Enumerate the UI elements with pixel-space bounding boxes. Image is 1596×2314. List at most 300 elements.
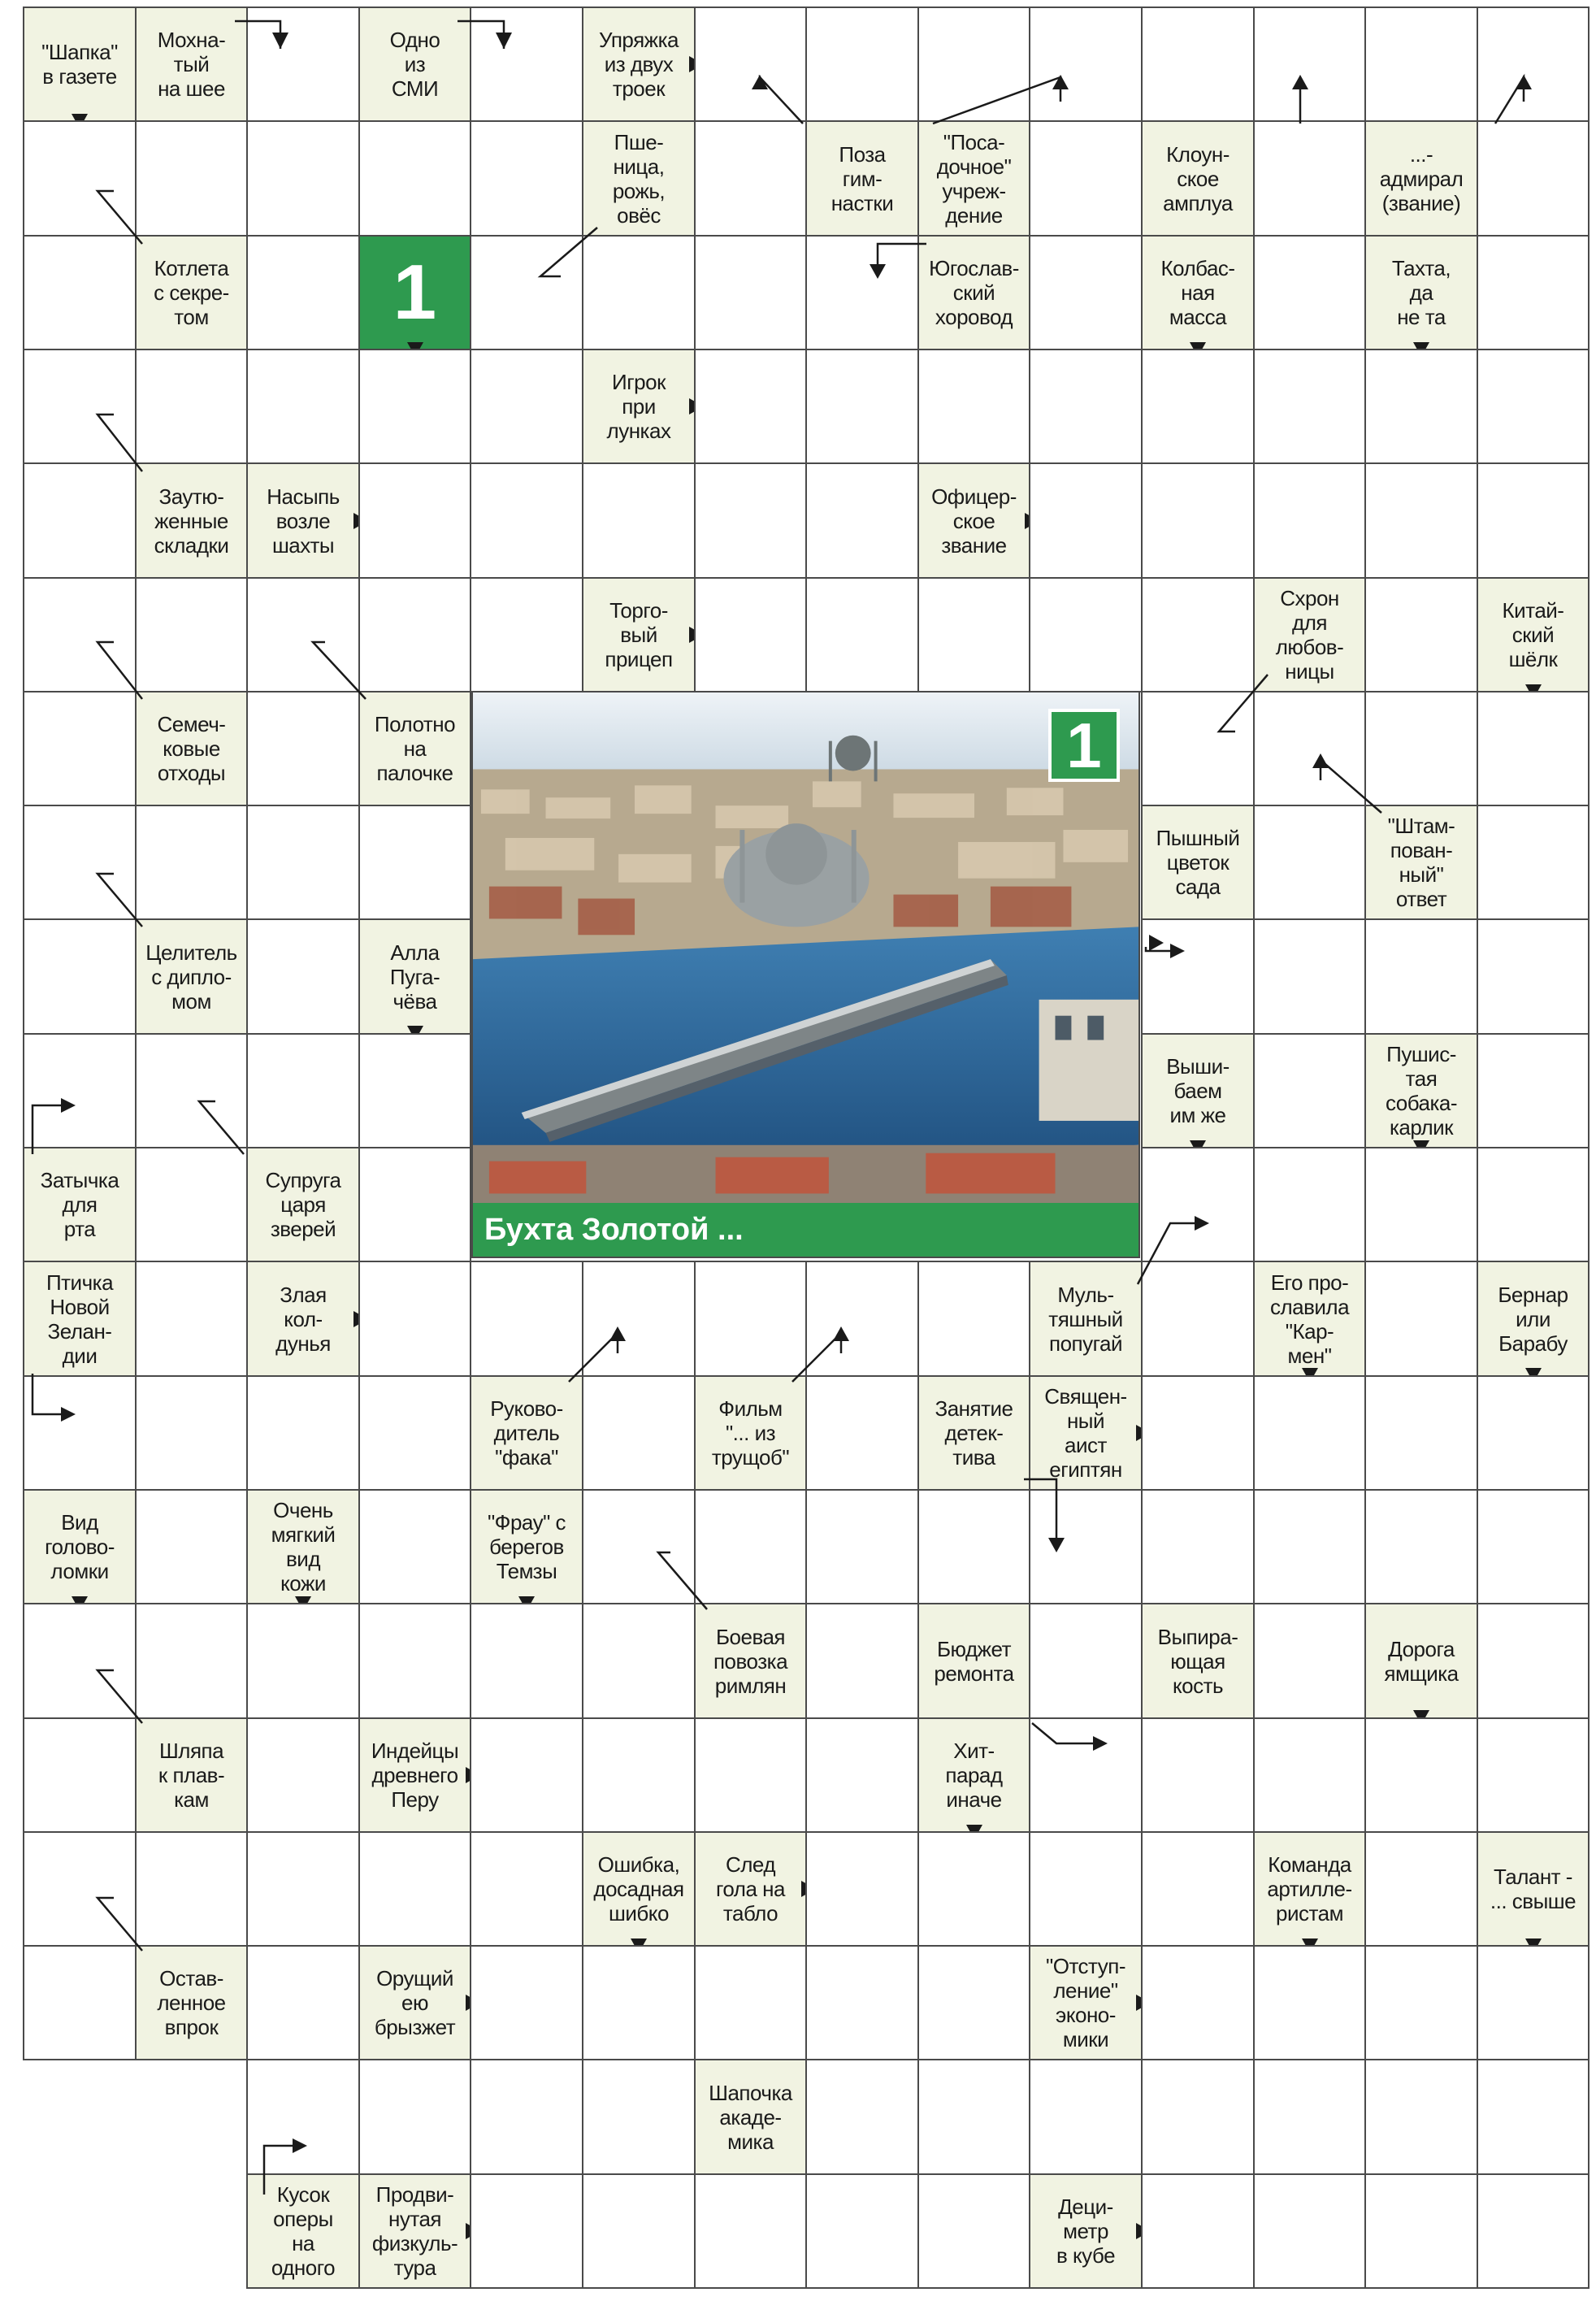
answer-cell[interactable] — [694, 349, 807, 464]
answer-cell[interactable] — [1029, 235, 1143, 350]
answer-cell[interactable] — [23, 691, 137, 806]
answer-cell[interactable] — [694, 577, 807, 692]
istanbul-photo — [473, 692, 1138, 1257]
clue-text: Целитель с дипло- мом — [145, 940, 237, 1014]
answer-cell[interactable] — [358, 1147, 471, 1262]
photo-caption-clue: Бухта Золотой ... — [473, 1203, 1138, 1257]
clue-cell — [1253, 577, 1366, 692]
answer-cell[interactable] — [582, 1603, 696, 1719]
clue-cell — [917, 1717, 1030, 1833]
answer-cell[interactable] — [694, 1945, 807, 2060]
answer-cell[interactable] — [1364, 1375, 1478, 1491]
answer-cell[interactable] — [1477, 1375, 1589, 1491]
clue-cell — [1141, 235, 1255, 350]
clue-text: Руково- дитель "фака" — [490, 1396, 563, 1470]
clue-text: Бернар или Барабу — [1498, 1282, 1568, 1356]
answer-cell[interactable] — [246, 1831, 360, 1947]
clue-cell — [1253, 1831, 1366, 1947]
clue-cell — [1029, 1261, 1143, 1377]
clue-cell — [1364, 1603, 1478, 1719]
clue-cell — [1029, 2173, 1143, 2289]
answer-cell[interactable] — [246, 1033, 360, 1148]
answer-cell[interactable] — [805, 1603, 919, 1719]
clue-text: "Поса- дочное" учреж- дение — [936, 129, 1012, 228]
clue-text: Шапочка акаде- мика — [709, 2080, 792, 2154]
clue-cell — [1029, 1375, 1143, 1491]
answer-cell[interactable] — [1477, 462, 1589, 579]
answer-cell[interactable] — [23, 918, 137, 1035]
answer-cell[interactable] — [1253, 918, 1366, 1035]
clue-cell — [582, 120, 696, 237]
answer-cell[interactable] — [1141, 1489, 1255, 1604]
answer-cell[interactable] — [1253, 691, 1366, 806]
answer-cell[interactable] — [23, 577, 137, 692]
answer-cell[interactable] — [1141, 577, 1255, 692]
answer-cell[interactable] — [805, 7, 919, 122]
answer-cell[interactable] — [358, 2059, 471, 2175]
clue-cell — [358, 691, 471, 806]
answer-cell[interactable] — [1253, 235, 1366, 350]
clue-text: Священ- ный аист египтян — [1044, 1384, 1127, 1482]
answer-cell[interactable] — [1029, 1603, 1143, 1719]
answer-cell[interactable] — [1141, 462, 1255, 579]
clue-cell — [1477, 1261, 1589, 1377]
answer-cell[interactable] — [917, 7, 1030, 122]
answer-cell[interactable] — [582, 1261, 696, 1377]
marker-number: 1 — [392, 249, 437, 336]
answer-cell[interactable] — [1477, 349, 1589, 464]
answer-cell[interactable] — [917, 1945, 1030, 2060]
clue-cell — [917, 120, 1030, 237]
answer-cell[interactable] — [1364, 918, 1478, 1035]
answer-cell[interactable] — [1477, 805, 1589, 920]
answer-cell[interactable] — [358, 1261, 471, 1377]
photo-number-badge: 1 — [1048, 709, 1120, 782]
answer-cell[interactable] — [246, 805, 360, 920]
clue-text: Колбас- ная масса — [1160, 256, 1235, 329]
clue-text: Торго- вый прицеп — [605, 598, 673, 671]
answer-cell[interactable] — [358, 1831, 471, 1947]
answer-cell[interactable] — [1364, 1945, 1478, 2060]
clue-text: Затычка для рта — [40, 1168, 119, 1241]
answer-cell[interactable] — [1029, 462, 1143, 579]
answer-cell[interactable] — [694, 2173, 807, 2289]
answer-cell[interactable] — [1477, 1147, 1589, 1262]
answer-cell[interactable] — [358, 1489, 471, 1604]
clue-cell — [358, 1945, 471, 2060]
clue-text: Одно из СМИ — [389, 28, 440, 101]
clue-text: Клоун- ское амплуа — [1163, 141, 1233, 215]
clue-text: Ошибка, досадная шибко — [593, 1852, 684, 1925]
answer-cell[interactable] — [23, 120, 137, 237]
answer-cell[interactable] — [23, 1717, 137, 1833]
answer-cell[interactable] — [694, 235, 807, 350]
answer-cell[interactable] — [1029, 2059, 1143, 2175]
answer-cell[interactable] — [805, 349, 919, 464]
clue-cell — [917, 1603, 1030, 1719]
clue-text: Пышный цветок сада — [1156, 826, 1240, 899]
answer-cell[interactable] — [1029, 349, 1143, 464]
clue-cell — [917, 1375, 1030, 1491]
answer-cell[interactable] — [358, 1375, 471, 1491]
answer-cell[interactable] — [1141, 2059, 1255, 2175]
clue-text: Его про- славила "Кар- мен" — [1269, 1270, 1350, 1368]
answer-cell[interactable] — [135, 1147, 248, 1262]
clue-cell — [694, 1375, 807, 1491]
answer-cell[interactable] — [1477, 1489, 1589, 1604]
answer-cell[interactable] — [1364, 462, 1478, 579]
clue-cell — [694, 2059, 807, 2175]
answer-cell[interactable] — [805, 1945, 919, 2060]
answer-cell[interactable] — [1141, 1375, 1255, 1491]
answer-cell[interactable] — [358, 577, 471, 692]
answer-cell[interactable] — [470, 1831, 583, 1947]
clue-cell — [917, 235, 1030, 350]
answer-cell[interactable] — [470, 2173, 583, 2289]
answer-cell[interactable] — [1253, 805, 1366, 920]
answer-cell[interactable] — [582, 1717, 696, 1833]
answer-cell[interactable] — [1253, 1945, 1366, 2060]
clue-cell — [1141, 1603, 1255, 1719]
answer-cell[interactable] — [1141, 1945, 1255, 2060]
answer-cell[interactable] — [470, 1261, 583, 1377]
answer-cell[interactable] — [1477, 1603, 1589, 1719]
answer-cell[interactable] — [1477, 1945, 1589, 2060]
clue-text: Фильм "... из трущоб" — [711, 1396, 790, 1470]
answer-cell[interactable] — [1253, 349, 1366, 464]
clue-cell — [246, 462, 360, 579]
clue-text: Котлета с секре- том — [154, 256, 229, 329]
clue-cell — [246, 2173, 360, 2289]
answer-cell[interactable] — [694, 120, 807, 237]
answer-cell[interactable] — [694, 1489, 807, 1604]
answer-cell[interactable] — [917, 2173, 1030, 2289]
answer-cell[interactable] — [1364, 2059, 1478, 2175]
clue-cell — [1477, 1831, 1589, 1947]
answer-cell[interactable] — [805, 235, 919, 350]
clue-text: Тахта, да не та — [1391, 256, 1451, 329]
answer-cell[interactable] — [23, 1831, 137, 1947]
answer-cell[interactable] — [246, 1945, 360, 2060]
clue-text: Команда артилле- ристам — [1267, 1852, 1352, 1925]
answer-cell[interactable] — [1253, 1603, 1366, 1719]
clue-text: Югослав- ский хоровод — [929, 256, 1019, 329]
clue-cell — [1253, 1261, 1366, 1377]
clue-text: "Шапка" в газете — [41, 40, 118, 89]
clue-cell — [358, 918, 471, 1035]
clue-text: Поза гим- настки — [831, 141, 894, 215]
answer-cell[interactable] — [1029, 120, 1143, 237]
clue-text: Талант - ... свыше — [1490, 1865, 1576, 1913]
clue-cell — [582, 7, 696, 122]
answer-cell[interactable] — [470, 1945, 583, 2060]
answer-cell[interactable] — [1253, 1147, 1366, 1262]
clue-cell — [358, 2173, 471, 2289]
clue-text: "Отступ- ление" эконо- мики — [1045, 1954, 1125, 2051]
answer-cell[interactable] — [582, 235, 696, 350]
answer-cell[interactable] — [805, 1261, 919, 1377]
answer-cell[interactable] — [1364, 1147, 1478, 1262]
answer-cell[interactable] — [470, 2059, 583, 2175]
answer-cell[interactable] — [582, 2059, 696, 2175]
answer-cell[interactable] — [805, 1717, 919, 1833]
answer-cell[interactable] — [1364, 7, 1478, 122]
answer-cell[interactable] — [1253, 1717, 1366, 1833]
answer-cell[interactable] — [582, 462, 696, 579]
answer-cell[interactable] — [1253, 462, 1366, 579]
clue-text: Заутю- женные складки — [154, 484, 229, 558]
answer-cell[interactable] — [1253, 120, 1366, 237]
clue-cell — [135, 691, 248, 806]
clue-text: Схрон для любов- ницы — [1275, 586, 1344, 684]
answer-cell[interactable] — [135, 120, 248, 237]
clue-text: "Фрау" с берегов Темзы — [487, 1510, 566, 1583]
clue-cell — [805, 120, 919, 237]
answer-cell[interactable] — [1364, 349, 1478, 464]
answer-cell[interactable] — [246, 577, 360, 692]
answer-cell[interactable] — [917, 1831, 1030, 1947]
answer-cell[interactable] — [1253, 7, 1366, 122]
answer-cell[interactable] — [1477, 7, 1589, 122]
clue-cell — [135, 462, 248, 579]
clue-cell — [1141, 120, 1255, 237]
clue-text: Занятие детек- тива — [935, 1396, 1013, 1470]
answer-cell[interactable] — [1364, 577, 1478, 692]
clue-cell — [23, 1261, 137, 1377]
answer-cell[interactable] — [1141, 2173, 1255, 2289]
answer-cell[interactable] — [805, 1489, 919, 1604]
answer-cell[interactable] — [246, 235, 360, 350]
answer-cell[interactable] — [470, 1717, 583, 1833]
answer-cell[interactable] — [805, 2173, 919, 2289]
clue-cell — [470, 1375, 583, 1491]
answer-cell[interactable] — [582, 1945, 696, 2060]
answer-cell[interactable] — [1141, 691, 1255, 806]
answer-cell[interactable] — [1364, 691, 1478, 806]
clue-cell — [1477, 577, 1589, 692]
answer-cell[interactable] — [1253, 2059, 1366, 2175]
answer-cell[interactable] — [135, 1603, 248, 1719]
answer-cell[interactable] — [582, 2173, 696, 2289]
answer-cell[interactable] — [1029, 1831, 1143, 1947]
clue-cell — [582, 577, 696, 692]
answer-cell[interactable] — [1141, 1831, 1255, 1947]
answer-cell[interactable] — [1477, 2173, 1589, 2289]
clue-text: Выши- баем им же — [1166, 1054, 1230, 1127]
answer-cell[interactable] — [917, 2059, 1030, 2175]
answer-cell[interactable] — [1477, 691, 1589, 806]
answer-cell[interactable] — [246, 691, 360, 806]
answer-cell[interactable] — [470, 349, 583, 464]
answer-cell[interactable] — [582, 1489, 696, 1604]
clue-cell — [582, 349, 696, 464]
answer-cell[interactable] — [1141, 7, 1255, 122]
clue-cell — [1141, 1033, 1255, 1148]
answer-cell[interactable] — [694, 7, 807, 122]
answer-cell[interactable] — [358, 120, 471, 237]
clue-text: Птичка Новой Зелан- дии — [46, 1270, 114, 1368]
answer-cell[interactable] — [1141, 349, 1255, 464]
answer-cell[interactable] — [470, 577, 583, 692]
answer-cell[interactable] — [1477, 2059, 1589, 2175]
answer-cell[interactable] — [1141, 1261, 1255, 1377]
answer-cell[interactable] — [23, 1033, 137, 1148]
answer-cell[interactable] — [1477, 918, 1589, 1035]
answer-cell[interactable] — [1253, 1033, 1366, 1148]
answer-cell[interactable] — [1364, 1717, 1478, 1833]
clue-cell — [917, 462, 1030, 579]
clue-cell — [246, 1489, 360, 1604]
answer-cell[interactable] — [1364, 1489, 1478, 1604]
answer-cell[interactable] — [23, 805, 137, 920]
answer-cell[interactable] — [246, 1717, 360, 1833]
clue-cell — [135, 235, 248, 350]
answer-cell[interactable] — [135, 1033, 248, 1148]
answer-cell[interactable] — [1364, 2173, 1478, 2289]
clue-cell — [694, 1603, 807, 1719]
answer-cell[interactable] — [805, 1375, 919, 1491]
answer-cell[interactable] — [246, 120, 360, 237]
clue-text: Боевая повозка римлян — [713, 1624, 788, 1698]
clue-cell — [135, 1717, 248, 1833]
answer-cell[interactable] — [246, 349, 360, 464]
answer-cell[interactable] — [694, 1261, 807, 1377]
answer-cell[interactable] — [135, 1831, 248, 1947]
clue-cell — [246, 1261, 360, 1377]
answer-cell[interactable] — [23, 462, 137, 579]
clue-text: След гола на табло — [716, 1852, 785, 1925]
answer-cell[interactable] — [470, 1603, 583, 1719]
clue-text: Алла Пуга- чёва — [389, 940, 440, 1014]
clue-cell — [358, 7, 471, 122]
answer-cell[interactable] — [23, 1603, 137, 1719]
answer-cell[interactable] — [470, 7, 583, 122]
answer-cell[interactable] — [358, 805, 471, 920]
answer-cell[interactable] — [246, 1375, 360, 1491]
arrow-right-icon — [1149, 935, 1164, 951]
answer-cell[interactable] — [1477, 120, 1589, 237]
clue-cell — [358, 1717, 471, 1833]
answer-cell[interactable] — [135, 805, 248, 920]
answer-cell[interactable] — [1141, 1717, 1255, 1833]
answer-cell[interactable] — [917, 1261, 1030, 1377]
answer-cell[interactable] — [694, 1717, 807, 1833]
clue-text: Мохна- тый на шее — [157, 28, 226, 101]
answer-cell[interactable] — [135, 1489, 248, 1604]
answer-cell[interactable] — [135, 1261, 248, 1377]
clue-text: Хит- парад иначе — [945, 1739, 1003, 1812]
clue-text: Насыпь возле шахты — [267, 484, 340, 558]
clue-cell — [1141, 805, 1255, 920]
answer-cell[interactable] — [1477, 1033, 1589, 1148]
clue-text: Муль- тяшный попугай — [1048, 1282, 1123, 1356]
answer-cell[interactable] — [805, 2059, 919, 2175]
answer-cell[interactable] — [1253, 1375, 1366, 1491]
clue-text: Индейцы древнего Перу — [371, 1739, 459, 1812]
answer-cell[interactable] — [1029, 1489, 1143, 1604]
clue-text: Упряжка из двух троек — [599, 28, 679, 101]
answer-cell[interactable] — [23, 349, 137, 464]
answer-cell[interactable] — [805, 462, 919, 579]
answer-cell[interactable] — [246, 2059, 360, 2175]
clue-text: Пше- ница, рожь, овёс — [612, 129, 666, 228]
clue-text: Выпира- ющая кость — [1157, 1624, 1238, 1698]
answer-cell[interactable] — [1029, 577, 1143, 692]
clue-cell — [135, 1945, 248, 2060]
clue-cell — [23, 7, 137, 122]
clue-text: Пушис- тая собака- карлик — [1385, 1042, 1458, 1140]
answer-cell[interactable] — [805, 577, 919, 692]
clue-text: Очень мягкий вид кожи — [271, 1498, 336, 1595]
answer-cell[interactable] — [246, 1603, 360, 1719]
answer-cell[interactable] — [1477, 1717, 1589, 1833]
answer-cell[interactable] — [135, 577, 248, 692]
answer-cell[interactable] — [1253, 1489, 1366, 1604]
answer-cell[interactable] — [470, 235, 583, 350]
answer-cell[interactable] — [358, 1033, 471, 1148]
clue-text: Остав- ленное впрок — [157, 1966, 226, 2039]
answer-cell[interactable] — [246, 918, 360, 1035]
answer-cell[interactable] — [917, 1489, 1030, 1604]
answer-cell[interactable] — [358, 349, 471, 464]
clue-cell — [1029, 1945, 1143, 2060]
clue-cell — [694, 1831, 807, 1947]
clue-text: ...- адмирал (звание) — [1379, 141, 1464, 215]
clue-text: Вид голово- ломки — [45, 1510, 115, 1583]
answer-cell[interactable] — [358, 1603, 471, 1719]
clue-cell — [1364, 120, 1478, 237]
answer-cell[interactable] — [246, 7, 360, 122]
answer-cell[interactable] — [470, 120, 583, 237]
answer-cell[interactable] — [917, 577, 1030, 692]
clue-cell — [246, 1147, 360, 1262]
answer-cell[interactable] — [1029, 7, 1143, 122]
answer-cell[interactable] — [23, 1375, 137, 1491]
answer-cell[interactable] — [694, 462, 807, 579]
clue-cell — [135, 7, 248, 122]
answer-cell[interactable] — [135, 349, 248, 464]
answer-cell[interactable] — [135, 1375, 248, 1491]
answer-cell[interactable] — [805, 1831, 919, 1947]
answer-cell[interactable] — [1364, 1831, 1478, 1947]
answer-cell[interactable] — [470, 462, 583, 579]
answer-cell[interactable] — [1477, 235, 1589, 350]
answer-cell[interactable] — [917, 349, 1030, 464]
clue-text: Игрок при лунках — [606, 370, 671, 443]
clue-text: Китай- ский шёлк — [1502, 598, 1564, 671]
clue-text: Дорога ямщика — [1384, 1636, 1459, 1686]
clue-cell — [582, 1831, 696, 1947]
clue-text: Семеч- ковые отходы — [157, 712, 226, 785]
marker-number-cell — [358, 235, 471, 350]
clue-cell — [1364, 805, 1478, 920]
clue-text: Полотно на палочке — [374, 712, 456, 785]
photo-block — [471, 691, 1140, 1258]
answer-cell[interactable] — [1141, 1147, 1255, 1262]
answer-cell[interactable] — [1029, 1717, 1143, 1833]
clue-text: Офицер- ское звание — [931, 484, 1017, 558]
clue-text: "Штам- пован- ный" ответ — [1387, 814, 1455, 911]
clue-text: Шляпа к плав- кам — [158, 1739, 225, 1812]
answer-cell[interactable] — [23, 1945, 137, 2060]
clue-text: Продви- нутая физкуль- тура — [371, 2182, 458, 2280]
answer-cell[interactable] — [1364, 1261, 1478, 1377]
answer-cell[interactable] — [23, 235, 137, 350]
answer-cell[interactable] — [358, 462, 471, 579]
answer-cell[interactable] — [1253, 2173, 1366, 2289]
clue-cell — [1364, 235, 1478, 350]
answer-cell[interactable] — [582, 1375, 696, 1491]
